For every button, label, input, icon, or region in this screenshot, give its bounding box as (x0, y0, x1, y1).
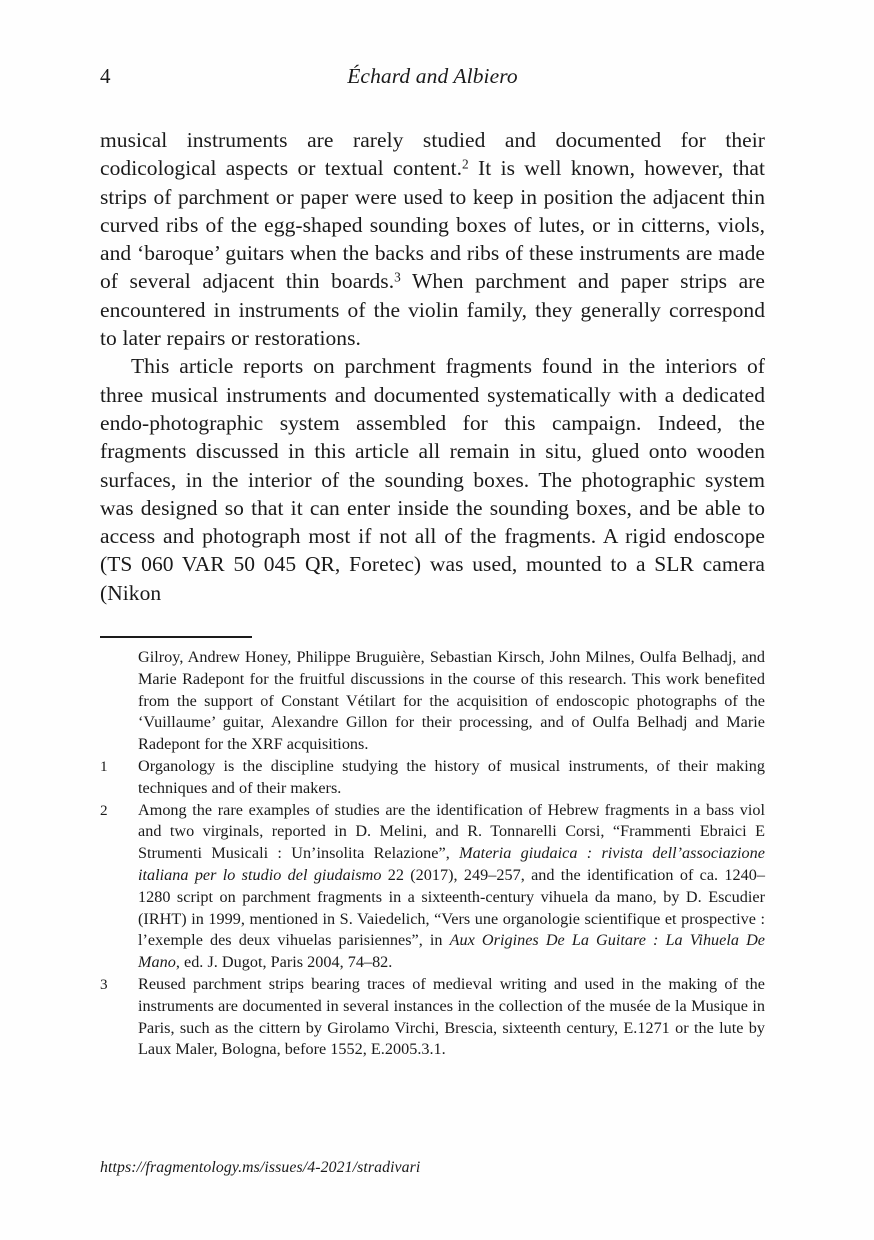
page-footer-url: https://fragmentology.ms/issues/4-2021/stradivari (100, 1159, 421, 1176)
footnote-number: 1 (100, 757, 108, 775)
page-content-column (100, 0, 765, 607)
footnote-number: 2 (100, 801, 108, 819)
text-run: It is well known, however, that strips of parchment or paper were used to keep in position the adjacent thin curved ribs of the egg-shaped sounding boxes of lutes, or in citterns, viols, and ‘baroque’ guitars when the backs and ribs of these instruments are made of several adjacent thin boards. (100, 156, 765, 294)
footnote-3 (100, 974, 765, 1061)
text-run: Organology is the discipline studying the history of musical instruments, of their making techniques and of their makers. (138, 756, 765, 797)
italic-title: Aux Origines De La Guitare : La Vihuela De Mano (138, 931, 766, 972)
text-run: musical instruments are rarely studied and documented for their codicological aspects or textual content. (100, 128, 765, 181)
footnote-area (100, 636, 765, 1061)
text-run: Among the rare examples of studies are the identification of Hebrew fragments in a bass viol and two virginals, reported in D. Melini, and R. Tonnarelli Corsi, “Frammenti Ebraici E Strumenti Musicali : Un’insolita Relazione”, (138, 800, 765, 863)
body-text-block (100, 126, 765, 607)
footnote-2 (100, 800, 765, 974)
italic-title: Materia giudaica : rivista dell’associazione italiana per lo studio del giudaismo (138, 844, 765, 884)
text-run: This article reports on parchment fragments found in the interiors of three musical instruments and documented systematically with a dedicated endo-photographic system assembled for this campaign. Indeed, the fragments discussed in this article all remain in situ, glued onto wooden surfaces, in the interior of the sounding boxes. The photographic system was designed so that it can enter inside the sounding boxes, and be able to access and photograph most if not all of the fragments. A rigid endoscope (TS 060 VAR 50 045 QR, Foretec) was used, mounted to a SLR camera (Nikon (100, 354, 765, 605)
footnote-marker[interactable]: 2 (462, 156, 469, 172)
footnote-1 (100, 756, 765, 800)
text-run: 22 (2017), 249–257, and the identification of ca. 1240–1280 script on parchment fragments in a sixteenth-century vihuela da mano, by D. Escudier (IRHT) in 1999, mentioned in S. Vaiedelich, “Vers une organologie scientifique et prospective : l’exemple des deux vihuelas parisiennes”, in (138, 865, 765, 950)
text-run: , ed. J. Dugot, Paris 2004, 74–82. (175, 953, 393, 972)
footnote-separator-rule (100, 636, 252, 638)
footnote-list (100, 647, 765, 1061)
text-run: When parchment and paper strips are encountered in instruments of the violin family, they generally correspond to later repairs or restorations. (100, 269, 765, 351)
text-run: Gilroy, Andrew Honey, Philippe Bruguière, Sebastian Kirsch, John Milnes, Oulfa Belhadj, and Marie Radepont for the fruitful discussions in the course of this research. This work benefited from the support of Constant Vétilart for the acquisition of endoscopic photographs of the ‘Vuillaume’ guitar, Alexandre Gillon for their processing, and of Oulfa Belhadj and Marie Radepont for the XRF acquisitions. (138, 648, 765, 754)
para-2 (100, 352, 765, 607)
text-run: Reused parchment strips bearing traces of medieval writing and used in the making of the instruments are documented in several instances in the collection of the musée de la Musique in Paris, such as the cittern by Girolamo Virchi, Brescia, sixteenth century, E.1271 or the lute by Laux Maler, Bologna, before 1552, E.2005.3.1. (138, 974, 765, 1059)
page-number: 4 (100, 64, 111, 88)
running-head-title: Échard and Albiero (347, 64, 518, 88)
footnote-continuation (100, 647, 765, 756)
para-1 (100, 126, 765, 352)
footnote-number: 3 (100, 975, 108, 993)
running-header (100, 62, 765, 108)
footnote-marker[interactable]: 3 (394, 270, 401, 286)
